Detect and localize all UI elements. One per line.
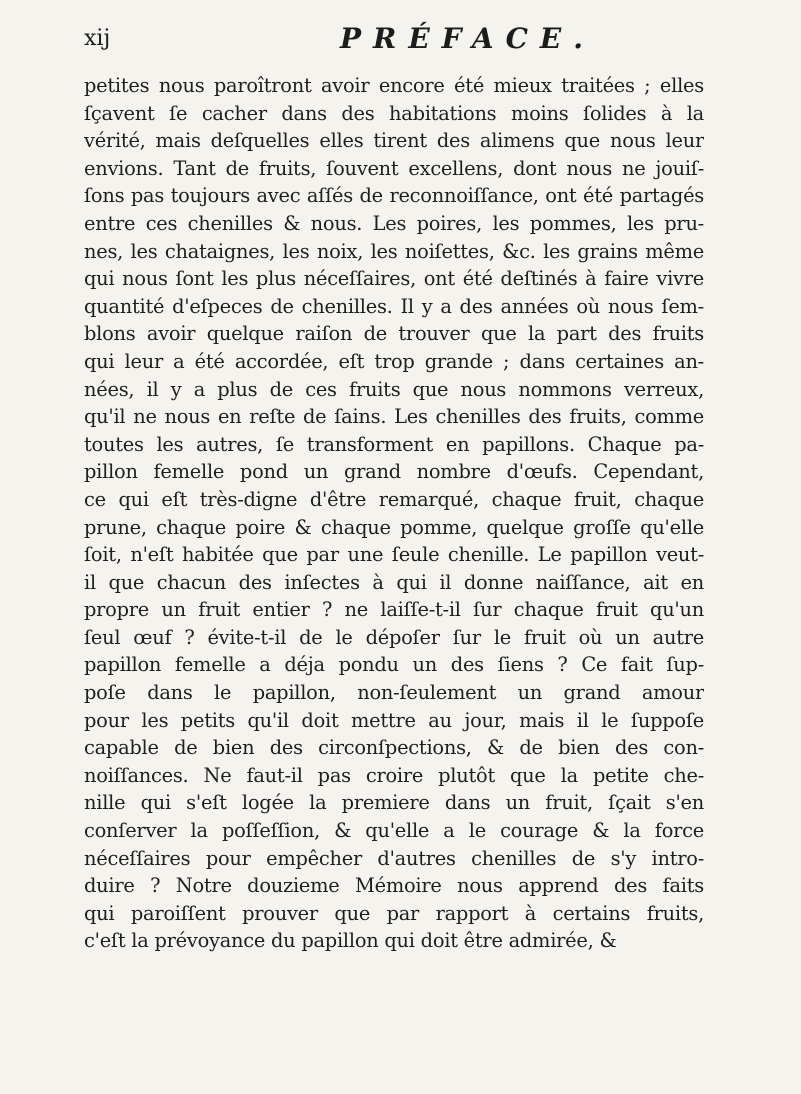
text-line: ſeul œuf ? évite-t-il de le dépoſer ſur le fruit où un autre (84, 625, 704, 649)
text-line: nes, les chataignes, les noix, les noiſettes, &c. les grains même (84, 239, 704, 263)
text-line: duire ? Notre douzieme Mémoire nous apprend des faits (84, 874, 704, 898)
text-line: nille qui s'eſt logée la premiere dans un fruit, ſçait s'en (84, 791, 704, 815)
text-line: ſçavent ſe cacher dans des habitations moins ſolides à la (84, 101, 704, 125)
text-line: néceſſaires pour empêcher d'autres chenilles de s'y intro- (84, 846, 704, 870)
text-line: il que chacun des inſectes à qui il donne naiſſance, ait en (84, 570, 704, 594)
text-line: vérité, mais deſquelles elles tirent des alimens que nous leur (84, 129, 704, 153)
text-line: blons avoir quelque raiſon de trouver que la part des fruits (84, 322, 704, 346)
text-line: ſons pas toujours avec aſſés de reconnoiſſance, ont été partagés (84, 184, 704, 208)
text-line: prune, chaque poire & chaque pomme, quelque groſſe qu'elle (84, 515, 704, 539)
text-line: c'eſt la prévoyance du papillon qui doit être admirée, & (84, 929, 617, 953)
body-text (84, 72, 704, 955)
text-line: pour les petits qu'il doit mettre au jour, mais il le ſuppoſe (84, 708, 704, 732)
running-title: PRÉFACE. (340, 22, 596, 55)
text-line: pillon femelle pond un grand nombre d'œufs. Cependant, (84, 460, 704, 484)
text-line: quantité d'eſpeces de chenilles. Il y a des années où nous ſem- (84, 294, 704, 318)
text-line: envions. Tant de fruits, ſouvent excellens, dont nous ne jouiſ- (84, 156, 704, 180)
page-number: xij (84, 26, 111, 51)
text-line: qui paroiſſent prouver que par rapport à certains fruits, (84, 901, 704, 925)
text-line: qu'il ne nous en reſte de ſains. Les chenilles des fruits, comme (84, 405, 704, 429)
text-line: entre ces chenilles & nous. Les poires, les pommes, les pru- (84, 211, 704, 235)
text-line: noiſſances. Ne faut-il pas croire plutôt que la petite che- (84, 763, 704, 787)
text-line: propre un fruit entier ? ne laiſſe-t-il ſur chaque fruit qu'un (84, 598, 704, 622)
text-line: ſoit, n'eſt habitée que par une ſeule chenille. Le papillon veut- (84, 543, 704, 567)
text-line: papillon femelle a déja pondu un des ſiens ? Ce fait ſup- (84, 653, 704, 677)
text-line: ce qui eſt très-digne d'être remarqué, chaque fruit, chaque (84, 487, 704, 511)
page-header (84, 22, 704, 62)
text-line: petites nous paroîtront avoir encore été mieux traitées ; elles (84, 74, 704, 97)
text-line: qui leur a été accordée, eſt trop grande ; dans certaines an- (84, 349, 704, 373)
text-line: capable de bien des circonſpections, & de bien des con- (84, 736, 704, 760)
text-line: conſerver la poſſeſſion, & qu'elle a le courage & la force (84, 819, 704, 843)
text-line: toutes les autres, ſe transforment en papillons. Chaque pa- (84, 432, 704, 456)
text-line: nées, il y a plus de ces fruits que nous nommons verreux, (84, 377, 704, 401)
text-line: poſe dans le papillon, non-ſeulement un grand amour (84, 681, 704, 705)
text-line: qui nous ſont les plus néceſſaires, ont été deſtinés à faire vivre (84, 267, 704, 291)
